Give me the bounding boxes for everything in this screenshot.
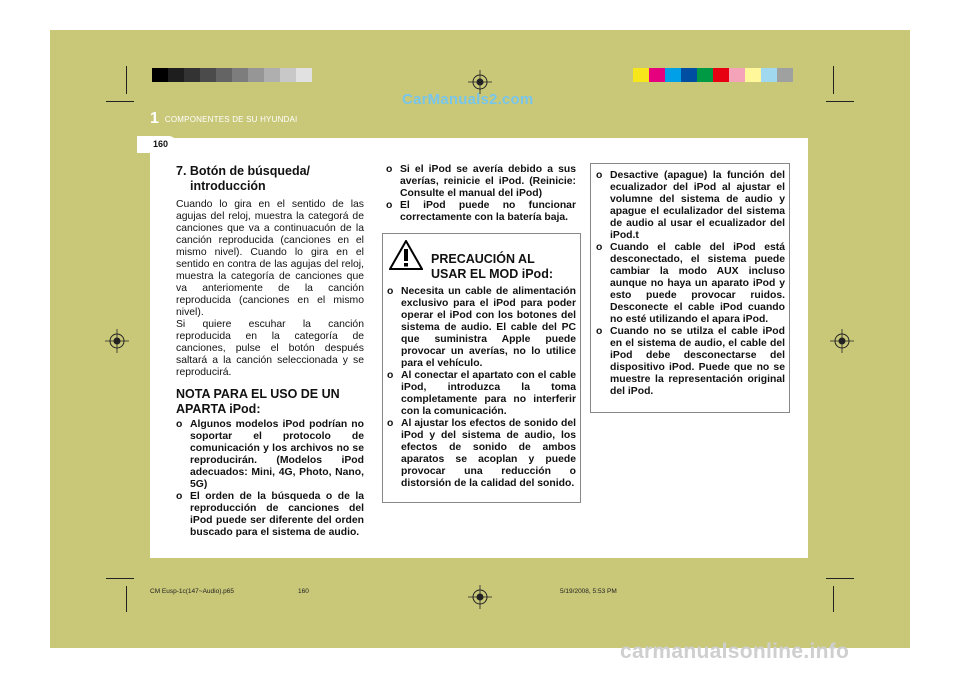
list-item: o El iPod puede no funcionar correctamente con la batería baja. (386, 200, 576, 223)
section-heading: 7. Botón de búsqueda/ (176, 164, 311, 178)
note-heading: NOTA PARA EL USO DE UN APARTA iPod: (176, 387, 340, 416)
crop-mark (833, 586, 834, 612)
footer-date: 5/19/2008, 5:53 PM (560, 588, 617, 595)
gray-swatch (232, 68, 248, 82)
crop-mark (106, 578, 134, 579)
gray-swatch (168, 68, 184, 82)
list-item: o Cuando el cable del iPod está desconectado, el sistema puede cambiar la modo AUX incluso aunque no haya un aparato iPod y esto puede provocar ruidos. Desconecte el cable iPod cuando no esté utilizando el apara iPod. (596, 242, 785, 325)
gray-swatch (184, 68, 200, 82)
column-2 (386, 164, 576, 224)
registration-mark-icon (830, 329, 854, 353)
list-item: o Si el iPod se avería debido a sus averías, reinicie el iPod. (Reinicie: Consulte el manual del iPod) (386, 164, 576, 199)
site-watermark-bottom: carmanualsonline.info (620, 640, 850, 663)
color-swatch (777, 68, 793, 82)
grayscale-calibration-bar (152, 68, 312, 82)
gray-swatch (200, 68, 216, 82)
color-swatch (681, 68, 697, 82)
page-number: 160 (153, 139, 169, 149)
registration-mark-icon (105, 329, 129, 353)
list-item: o Al conectar el apartato con el cable iPod, introduzca la toma completamente para no interferir con la comunicación. (387, 370, 576, 417)
color-swatch (729, 68, 745, 82)
column-1 (176, 164, 364, 539)
list-item: o Al ajustar los efectos de sonido del iPod y del sistema de audio, los efectos de sonido de ambos aparatos se acoplan y puede provocar una reducción o distorsión de la calidad del sonido. (387, 418, 576, 489)
crop-mark (126, 66, 127, 94)
paragraph: Cuando lo gira en el sentido de las agujas del reloj, muestra la categorá de canciones que va a continuacuón de la canción reproducida (canciones en el mismo nivel). Cuando lo gira en el sentido en contra de las agujas del reloj, muestra la categoría de canciones que va anteriomente de la canción reproducida (canciones en el mismo nivel). (176, 199, 364, 318)
chapter-title: COMPONENTES DE SU HYUNDAI (164, 114, 298, 124)
warning-triangle-icon (389, 240, 423, 274)
section-heading-cont: introducción (190, 179, 266, 193)
warning-title: PRECAUCIÓN AL USAR EL MOD iPod: (431, 252, 553, 281)
color-swatch (649, 68, 665, 82)
registration-mark-icon (468, 585, 492, 609)
crop-mark (833, 66, 834, 94)
warning-header (387, 240, 576, 282)
list-item: o Necesita un cable de alimentación exclusivo para el iPod para poder operar el iPod con los botones del sistema de audio. El cable del PC que suministra Apple puede provocar un averías, no lo utilice para el vehículo. (387, 286, 576, 369)
footer-file-name: CM Eusp-1c(147~Audio).p65 (150, 588, 235, 595)
color-swatch (633, 68, 649, 82)
color-calibration-bar (633, 68, 793, 82)
gray-swatch (264, 68, 280, 82)
list-item: o Cuando no se utilza el cable iPod en el sistema de audio, el cable del iPod debe desconectarse del dispositivo iPod. Puede que no se muestre la representación original del iPod. (596, 326, 785, 397)
list-item: o El orden de la búsqueda o de la reproducción de canciones del iPod puede ser diferente del orden buscado para el sistema de audio. (176, 491, 364, 538)
color-swatch (713, 68, 729, 82)
warning-box (382, 233, 581, 503)
list-item: o Algunos modelos iPod podrían no soportar el protocolo de comunicación y los archivos no se reproducirán. (Modelos iPod adecuados: Mini, 4G, Photo, Nano, 5G) (176, 419, 364, 490)
gray-swatch (152, 68, 168, 82)
gray-swatch (296, 68, 312, 82)
list-item: o Desactive (apague) la función del ecualizador del iPod al ajustar el volumne del sistema de audio y apague el eculalizador del sistema de audio al usar el ecualizador del iPod.t (596, 170, 785, 241)
crop-mark (106, 101, 134, 102)
site-watermark-top: CarManuals2.com (402, 91, 534, 108)
chapter-header (150, 110, 297, 128)
gray-swatch (280, 68, 296, 82)
gray-swatch (248, 68, 264, 82)
gray-swatch (216, 68, 232, 82)
color-swatch (745, 68, 761, 82)
color-swatch (761, 68, 777, 82)
footer-page-number: 160 (298, 588, 309, 595)
color-swatch (665, 68, 681, 82)
crop-mark (826, 101, 854, 102)
info-box (590, 163, 790, 413)
color-swatch (697, 68, 713, 82)
paragraph: Si quiere escuhar la canción reproducida en la categoría de canciones, pulse el botón después saltará a la canción seleccionada y se reproducirá. (176, 319, 364, 378)
crop-mark (126, 586, 127, 612)
chapter-number: 1 (150, 110, 159, 127)
crop-mark (826, 578, 854, 579)
